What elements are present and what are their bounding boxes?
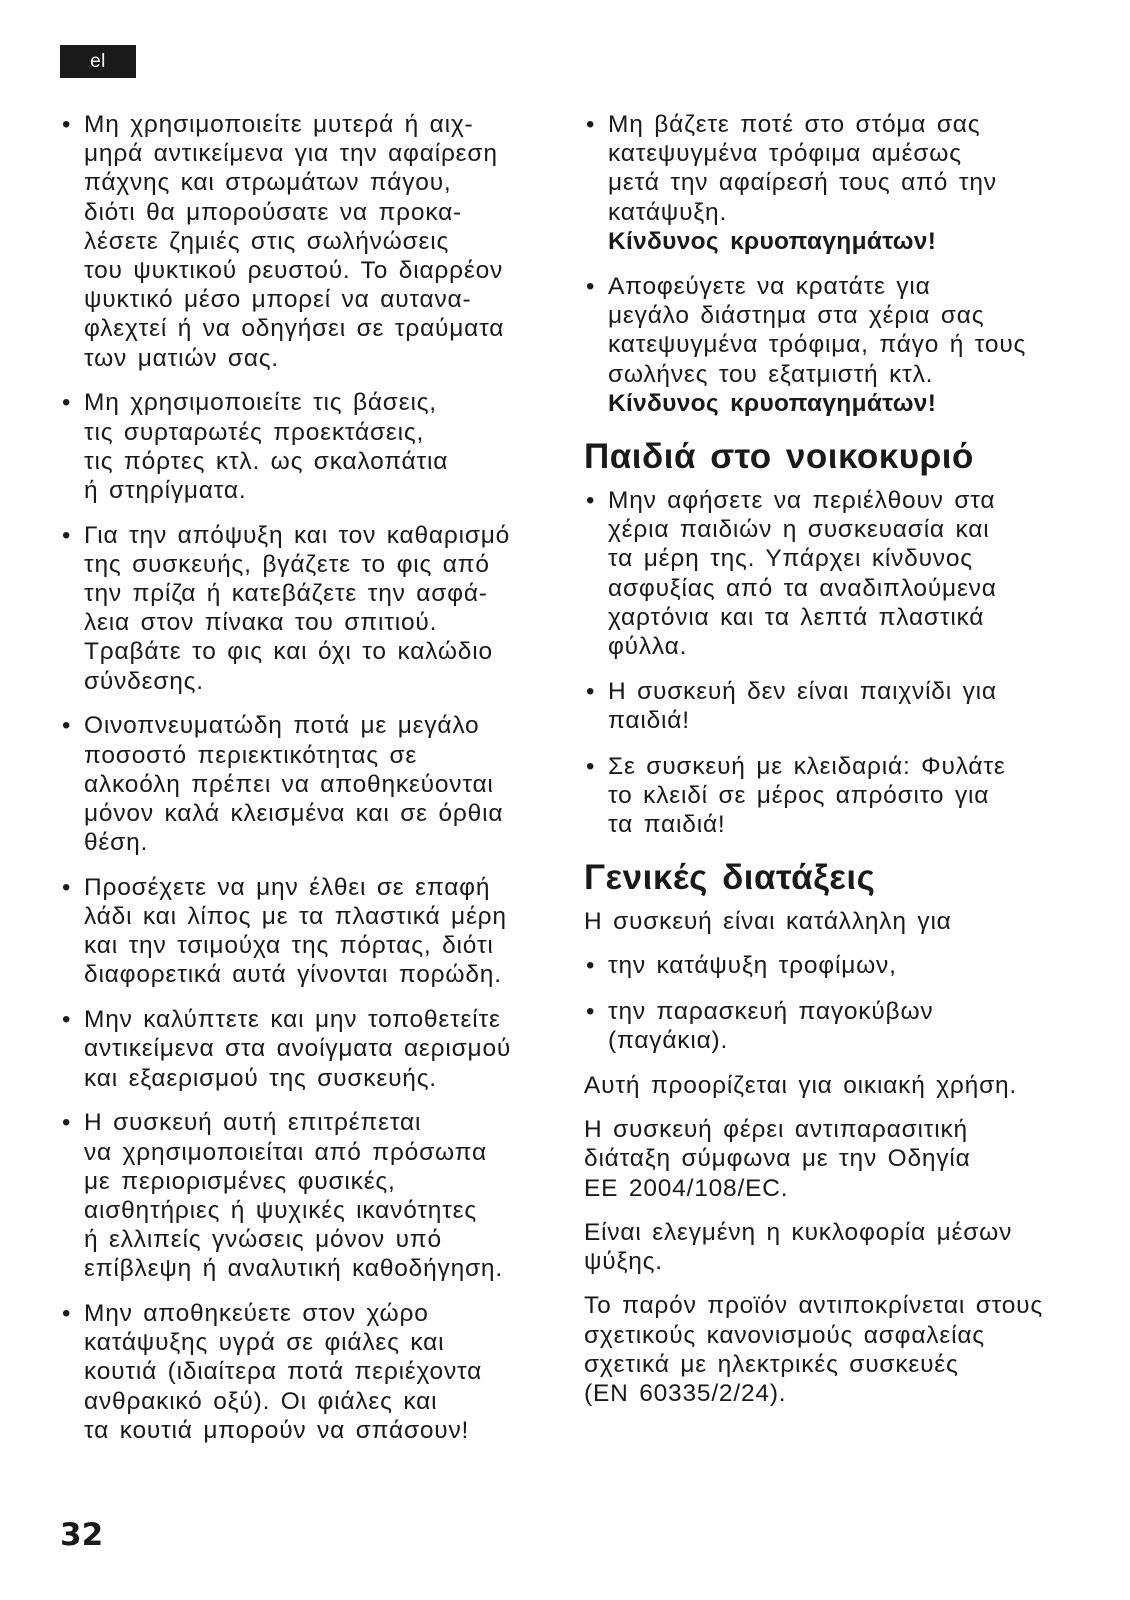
- text-line: • Οινοπνευματώδη ποτά με μεγάλο: [84, 712, 480, 740]
- frost-warning-list: [584, 110, 1090, 418]
- list-item: [60, 388, 550, 505]
- text-line: ψύξης.: [584, 1248, 663, 1276]
- text-line: κατάψυξης υγρά σε φιάλες και: [84, 1329, 445, 1357]
- general-intro: Η συσκευή είναι κατάλληλη για: [584, 908, 952, 936]
- text-line: διότι θα μπορούσατε να προκα-: [84, 198, 462, 226]
- text-line: • Αποφεύγετε να κρατάτε για: [608, 273, 931, 301]
- text-line: μετά την αφαίρεσή τους από την: [608, 169, 997, 197]
- text-line: λάδι και λίπος με τα πλαστικά μέρη: [84, 903, 507, 931]
- text-line: και την τσιμούχα της πόρτας, διότι: [84, 932, 494, 960]
- list-item: [60, 1299, 550, 1445]
- right-column: [584, 110, 1090, 1423]
- general-paragraphs: [584, 1071, 1090, 1408]
- text-line: Αυτή προορίζεται για οικιακή χρήση.: [584, 1072, 1018, 1100]
- list-item: [584, 997, 1090, 1055]
- text-line: • Μην αφήσετε να περιέλθουν στα: [608, 487, 996, 515]
- text-line: επίβλεψη ή αναλυτική καθοδήγηση.: [84, 1255, 503, 1283]
- text-line: κατεψυγμένα τρόφιμα αμέσως: [608, 140, 962, 168]
- text-line: Η συσκευή φέρει αντιπαρασιτική: [584, 1116, 968, 1144]
- list-item: [584, 752, 1090, 840]
- text-line: αντικείμενα στα ανοίγματα αερισμού: [84, 1035, 512, 1063]
- text-line: τις πόρτες κτλ. ως σκαλοπάτια: [84, 447, 449, 475]
- text-line: το κλειδί σε μέρος απρόσιτο για: [608, 781, 990, 809]
- text-line: μόνον καλά κλεισμένα και σε όρθια: [84, 799, 504, 827]
- text-line: • Σε συσκευή με κλειδαριά: Φυλάτε: [608, 752, 1006, 780]
- text-line: μηρά αντικείμενα για την αφαίρεση: [84, 140, 498, 168]
- safety-list: [60, 110, 550, 1445]
- text-line: ΕΕ 2004/108/EC.: [584, 1174, 789, 1202]
- text-line: σχετικούς κανονισμούς ασφαλείας: [584, 1321, 985, 1349]
- text-line: • Μην αποθηκεύετε στον χώρο: [84, 1300, 429, 1328]
- text-line: κατεψυγμένα τρόφιμα, πάγο ή τους: [608, 331, 1027, 359]
- text-line: • Μη βάζετε ποτέ στο στόμα σας: [608, 111, 981, 138]
- text-line: Το παρόν προϊόν αντιποκρίνεται στους: [584, 1292, 1043, 1320]
- text-line: και εξαερισμού της συσκευής.: [84, 1064, 437, 1092]
- text-line: χέρια παιδιών η συσκευασία και: [608, 516, 990, 544]
- text-line: • Μην καλύπτετε και μην τοποθετείτε: [84, 1006, 501, 1034]
- text-line: • Μη χρησιμοποιείτε μυτερά ή αιχ-: [84, 111, 474, 138]
- text-line: ψυκτικό μέσο μπορεί να αυτανα-: [84, 286, 472, 314]
- paragraph: [584, 1291, 1090, 1408]
- text-line: • την παρασκευή παγοκύβων: [608, 997, 934, 1025]
- text-line: φλεχτεί ή να οδηγήσει σε τραύματα: [84, 315, 505, 343]
- text-line: με περιορισμένες φυσικές,: [84, 1167, 396, 1195]
- list-item: [60, 1108, 550, 1283]
- text-line: Τραβάτε το φις και όχι το καλώδιο: [84, 638, 493, 666]
- list-item: [584, 677, 1090, 735]
- text-line: λέσετε ζημιές στις σωλήνώσεις: [84, 227, 450, 255]
- text-line: • Για την απόψυξη και τον καθαρισμό: [84, 521, 511, 549]
- text-line: διαφορετικά αυτά γίνονται πορώδη.: [84, 961, 502, 989]
- text-line: πάχνης και στρωμάτων πάγου,: [84, 169, 452, 197]
- text-line: σωλήνες του εξατμιστή κτλ.: [608, 360, 934, 388]
- list-item: [584, 486, 1090, 661]
- paragraph: [584, 1115, 1090, 1203]
- text-line: (παγάκια).: [608, 1026, 729, 1054]
- text-line: ασφυξίας από τα αναδιπλούμενα: [608, 574, 997, 602]
- page-number: 32: [60, 1517, 104, 1553]
- text-line: διάταξη σύμφωνα με την Οδηγία: [584, 1145, 971, 1173]
- left-column: [60, 110, 550, 1461]
- text-line: αισθητήριες ή ψυχικές ικανότητες: [84, 1196, 477, 1224]
- text-line: (EN 60335/2/24).: [584, 1379, 787, 1407]
- text-line: να χρησιμοποιείται από πρόσωπα: [84, 1138, 487, 1166]
- frostbite-warning: Κίνδυνος κρυοπαγημάτων!: [608, 389, 937, 417]
- text-line: σύνδεσης.: [84, 667, 204, 695]
- list-item: [584, 272, 1090, 418]
- text-line: • Μη χρησιμοποιείτε τις βάσεις,: [84, 389, 437, 417]
- suitability-list: [584, 951, 1090, 1055]
- paragraph: [584, 1218, 1090, 1276]
- text-line: • Η συσκευή αυτή επιτρέπεται: [84, 1109, 422, 1137]
- text-line: Είναι ελεγμένη η κυκλοφορία μέσων: [584, 1218, 1013, 1246]
- text-line: των ματιών σας.: [84, 344, 280, 372]
- text-line: • Προσέχετε να μην έλθει σε επαφή: [84, 873, 491, 901]
- text-line: παιδιά!: [608, 707, 690, 735]
- paragraph: [584, 1071, 1090, 1100]
- children-section-title: Παιδιά στο νοικοκυριό: [584, 437, 974, 477]
- text-line: της συσκευής, βγάζετε το φις από: [84, 550, 490, 578]
- text-line: θέση.: [84, 829, 149, 857]
- general-section-title: Γενικές διατάξεις: [584, 858, 876, 898]
- list-item: [60, 873, 550, 990]
- text-line: την πρίζα ή κατεβάζετε την ασφά-: [84, 580, 488, 608]
- text-line: του ψυκτικού ρευστού. Το διαρρέον: [84, 257, 504, 285]
- text-line: τις συρταρωτές προεκτάσεις,: [84, 418, 425, 446]
- text-line: ή ελλιπείς γνώσεις μόνον υπό: [84, 1226, 442, 1254]
- text-line: χαρτόνια και τα λεπτά πλαστικά: [608, 603, 985, 631]
- list-item: [60, 711, 550, 857]
- text-line: κατάψυξη.: [608, 198, 728, 226]
- text-line: τα κουτιά μπορούν να σπάσουν!: [84, 1416, 470, 1444]
- list-item: [584, 951, 1090, 980]
- text-line: μεγάλο διάστημα στα χέρια σας: [608, 302, 985, 330]
- language-tab: el: [60, 45, 136, 78]
- text-line: τα παιδιά!: [608, 811, 726, 839]
- list-item: [584, 110, 1090, 256]
- text-line: κουτιά (ιδιαίτερα ποτά περιέχοντα: [84, 1358, 483, 1386]
- text-line: φύλλα.: [608, 633, 688, 661]
- text-line: αλκοόλη πρέπει να αποθηκεύονται: [84, 770, 494, 798]
- children-list: [584, 486, 1090, 839]
- text-line: σχετικά με ηλεκτρικές συσκευές: [584, 1350, 959, 1378]
- text-line: λεια στον πίνακα του σπιτιού.: [84, 609, 438, 637]
- list-item: [60, 110, 550, 373]
- text-line: • την κατάψυξη τροφίμων,: [608, 952, 897, 980]
- list-item: [60, 1005, 550, 1093]
- text-line: ποσοστό περιεκτικότητας σε: [84, 741, 418, 769]
- text-line: ή στηρίγματα.: [84, 476, 247, 504]
- list-item: [60, 521, 550, 696]
- text-line: τα μέρη της. Υπάρχει κίνδυνος: [608, 545, 973, 573]
- frostbite-warning: Κίνδυνος κρυοπαγημάτων!: [608, 227, 937, 255]
- text-line: • Η συσκευή δεν είναι παιχνίδι για: [608, 678, 997, 706]
- text-line: ανθρακικό οξύ). Οι φιάλες και: [84, 1387, 438, 1415]
